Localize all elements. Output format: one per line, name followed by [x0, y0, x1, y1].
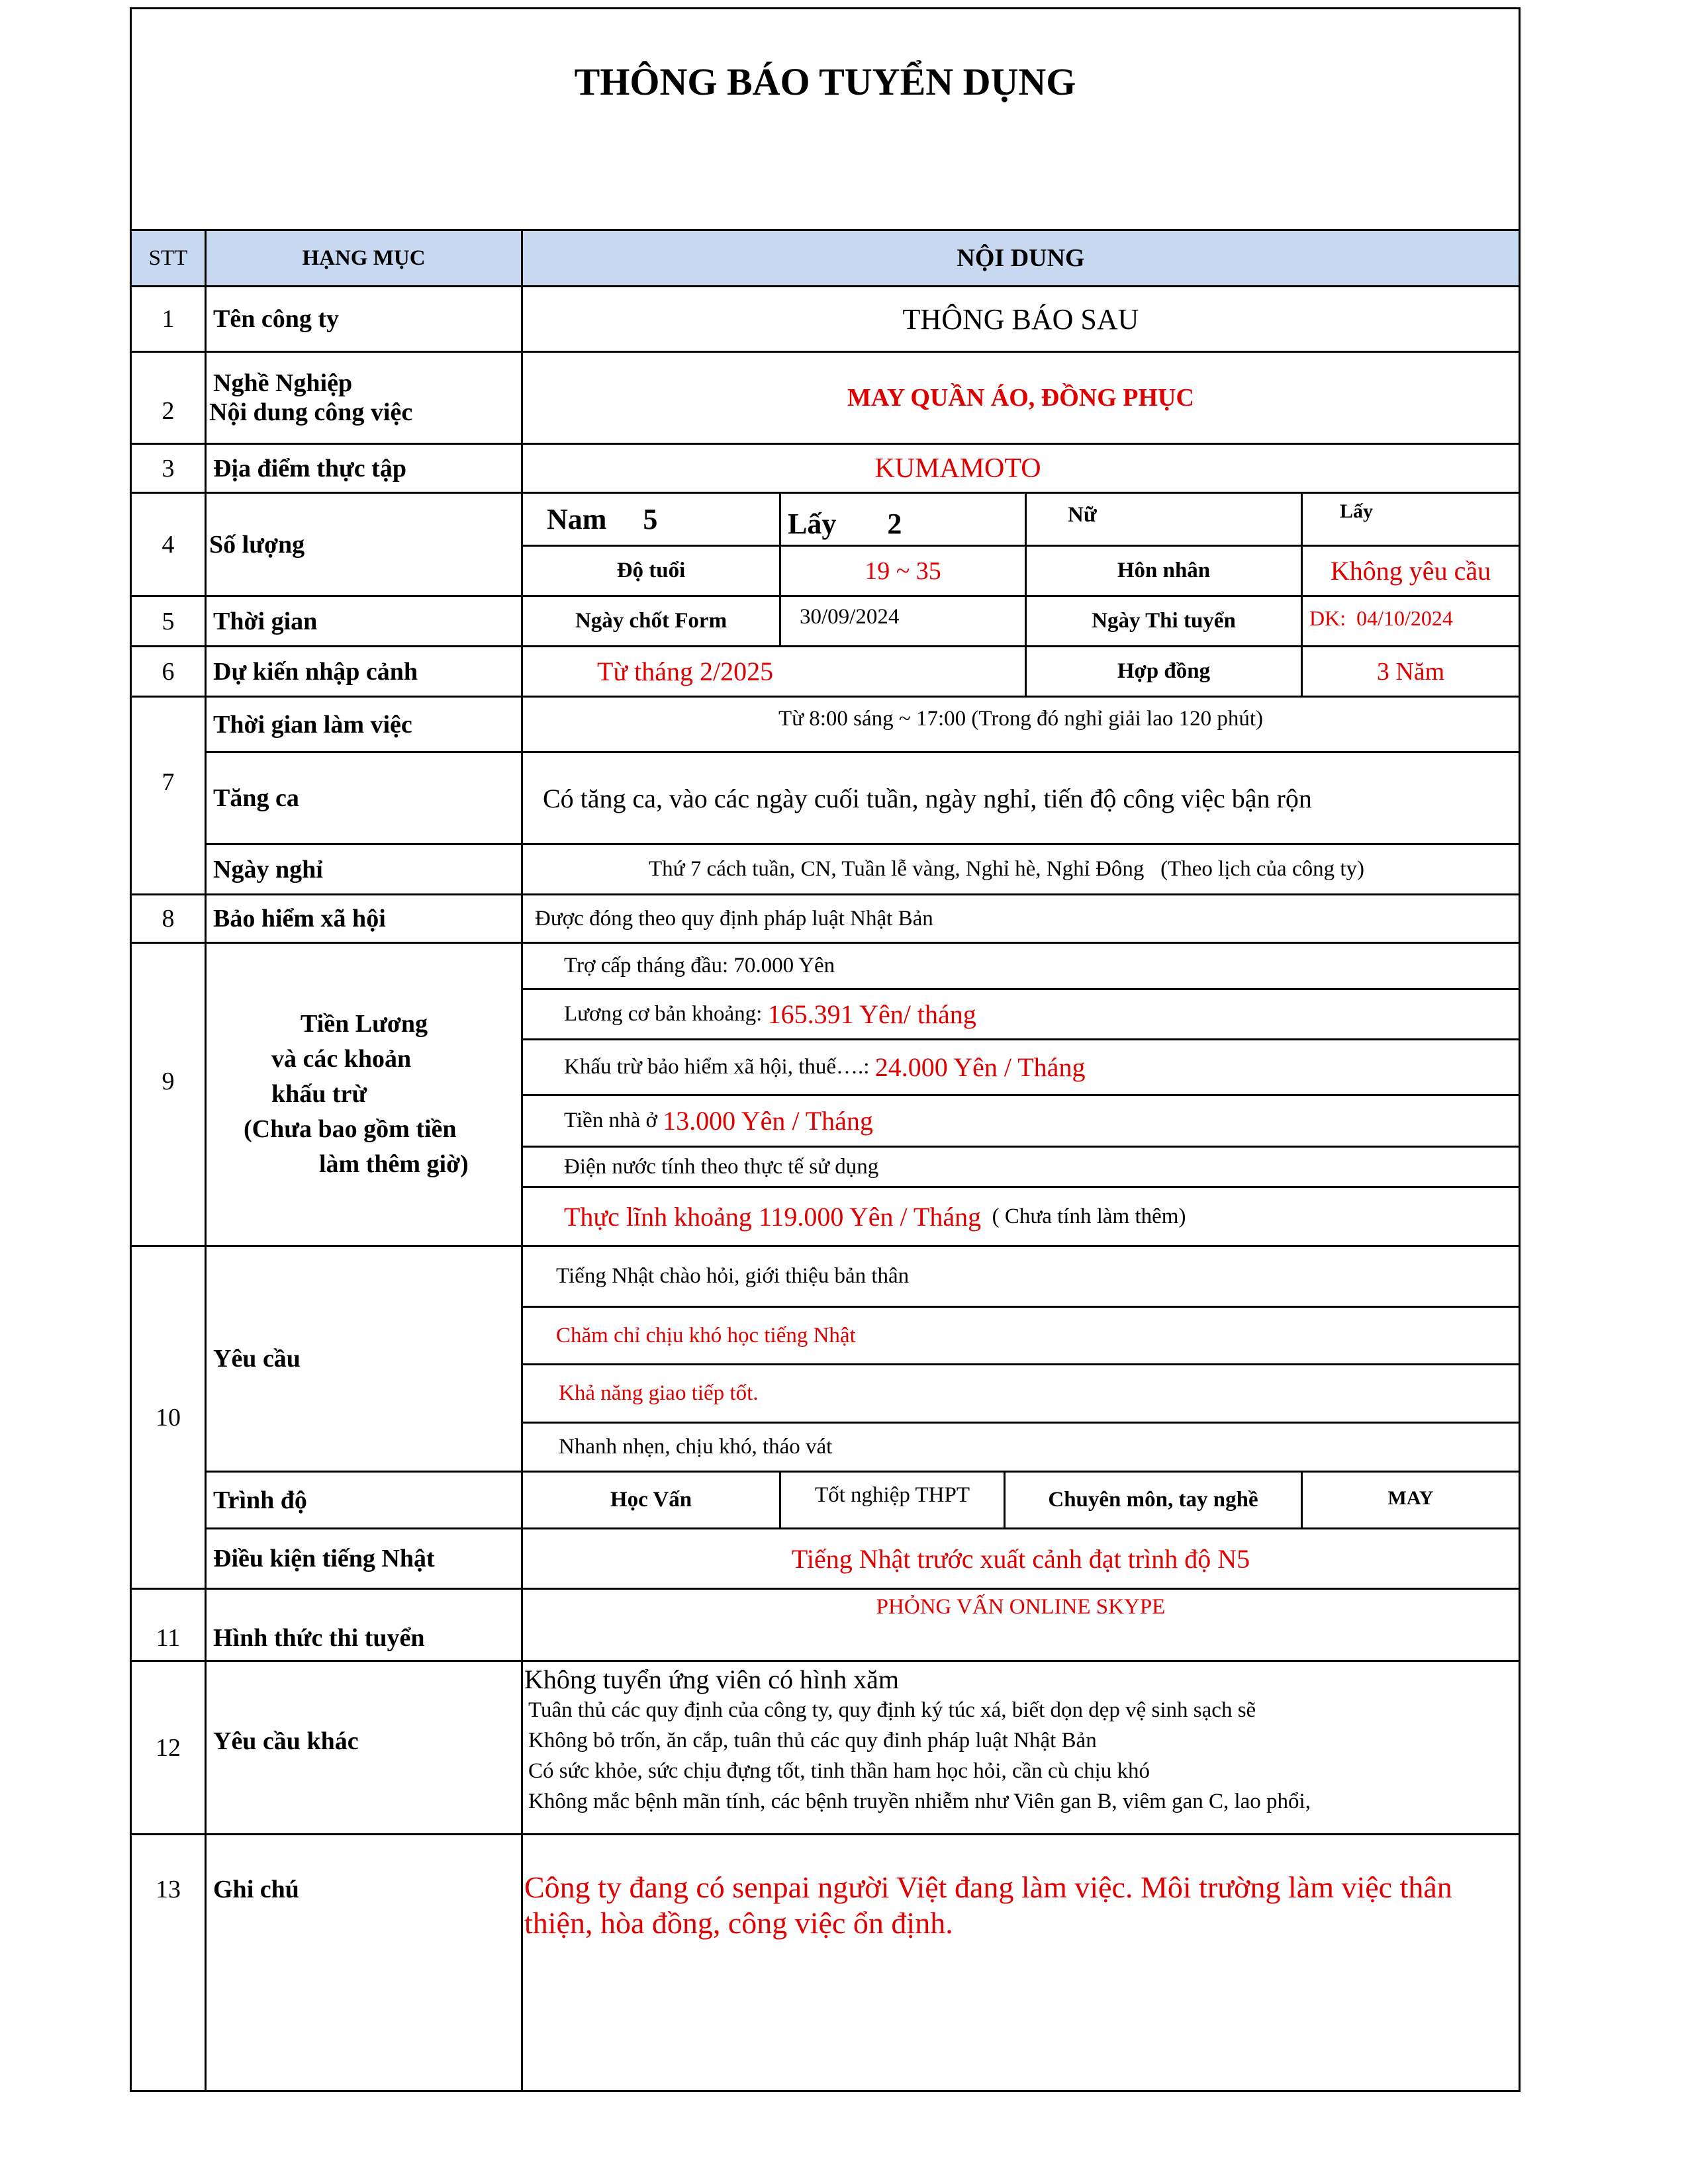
stt-3: 3: [130, 445, 207, 494]
notes-value: Công ty đang có senpai người Việt đang làm việc. Môi trường làm việc thân thiện, hòa đồng, công việc ổn định.: [523, 1835, 1521, 2092]
insurance-value: Được đóng theo quy định pháp luật Nhật Bản: [523, 895, 1521, 944]
working-hours-value: Từ 8:00 sáng ~ 17:00 (Trong đó nghỉ giải lao 120 phút): [523, 698, 1521, 753]
company-value: THÔNG BÁO SAU: [523, 287, 1521, 353]
stt-7: 7: [130, 698, 207, 895]
exam-date-label: Ngày Thi tuyển: [1027, 597, 1303, 647]
education-label: Học Vấn: [523, 1473, 781, 1529]
stt-8: 8: [130, 895, 207, 944]
other-requirement: Không bỏ trốn, ăn cắp, tuân thủ các quy đinh pháp luật Nhật Bản: [528, 1729, 1097, 1752]
header-content: NỘI DUNG: [523, 229, 1521, 287]
housing: [523, 1096, 1521, 1148]
age-value: 19 ~ 35: [781, 547, 1027, 597]
form-deadline-label: Ngày chốt Form: [523, 597, 781, 647]
stt-1: 1: [130, 287, 207, 353]
marital-value: Không yêu cầu: [1303, 547, 1521, 597]
net-salary-note: ( Chưa tính làm thêm): [981, 1204, 1186, 1228]
housing-value: 13.000 Yên / Tháng: [663, 1106, 873, 1136]
other-requirement: Không tuyển ứng viên có hình xăm: [524, 1664, 900, 1694]
header-stt: STT: [130, 229, 207, 287]
overtime-value: Có tăng ca, vào các ngày cuối tuần, ngày nghỉ, tiến độ công việc bận rộn: [523, 753, 1521, 845]
other-requirement: Tuân thủ các quy định của công ty, quy định ký túc xá, biết dọn dẹp vệ sinh sạch sẽ: [528, 1698, 1256, 1722]
stt-13: 13: [130, 1835, 207, 2092]
label-salary-2: và các khoản: [271, 1045, 412, 1073]
deductions: [523, 1040, 1521, 1096]
other-requirements-list: [523, 1662, 1521, 1835]
label-salary-1: Tiền Lương: [301, 1010, 428, 1038]
occupation-value: MAY QUẦN ÁO, ĐỒNG PHỤC: [523, 353, 1521, 445]
label-requirements: Yêu cầu: [207, 1247, 523, 1473]
female-count: Nữ: [1027, 494, 1303, 547]
label-time: Thời gian: [207, 597, 523, 647]
net-salary-value: Thực lĩnh khoảng 119.000 Yên / Tháng: [564, 1201, 982, 1232]
take-male: Lấy 2: [781, 494, 1027, 547]
label-notes: Ghi chú: [207, 1835, 523, 2092]
net-salary: [523, 1188, 1521, 1247]
stt-11: 11: [130, 1590, 207, 1662]
stt-9: 9: [130, 944, 207, 1247]
requirement-4: Nhanh nhẹn, chịu khó, tháo vát: [523, 1424, 1521, 1473]
skill-value: MAY: [1303, 1473, 1521, 1529]
label-japanese-condition: Điều kiện tiếng Nhật: [207, 1529, 523, 1590]
location-value: KUMAMOTO: [523, 445, 1521, 494]
base-salary-value: 165.391 Yên/ tháng: [767, 999, 976, 1029]
label-occupation: [207, 353, 523, 445]
label-exam-format: Hình thức thi tuyển: [207, 1590, 523, 1662]
exam-format-value: PHỎNG VẤN ONLINE SKYPE: [523, 1590, 1521, 1662]
first-month-allowance: Trợ cấp tháng đầu: 70.000 Yên: [523, 944, 1521, 990]
label-other-requirements: Yêu cầu khác: [207, 1662, 523, 1835]
label-company: Tên công ty: [207, 287, 523, 353]
requirement-2: Chăm chỉ chịu khó học tiếng Nhật: [523, 1308, 1521, 1365]
label-salary-4: (Chưa bao gồm tiền: [244, 1115, 457, 1143]
label-salary: [207, 944, 523, 1247]
stt-5: 5: [130, 597, 207, 647]
deductions-value: 24.000 Yên / Tháng: [874, 1052, 1086, 1082]
label-level: Trình độ: [207, 1473, 523, 1529]
label-overtime: Tăng ca: [207, 753, 523, 845]
page-title: THÔNG BÁO TUYỂN DỤNG: [574, 60, 1076, 103]
requirement-3: Khả năng giao tiếp tốt.: [523, 1365, 1521, 1424]
form-deadline-value: 30/09/2024: [781, 597, 1027, 647]
label-working-hours: Thời gian làm việc: [207, 698, 523, 753]
stt-10: 10: [130, 1247, 207, 1590]
age-label: Độ tuổi: [523, 547, 781, 597]
label-location: Địa điểm thực tập: [207, 445, 523, 494]
stt-4: 4: [130, 494, 207, 597]
label-occupation-1: Nghề Nghiệp: [213, 369, 353, 397]
label-holiday: Ngày nghỉ: [207, 845, 523, 895]
requirement-1: Tiếng Nhật chào hỏi, giới thiệu bản thân: [523, 1247, 1521, 1308]
base-salary: [523, 990, 1521, 1040]
male-count: Nam 5: [523, 494, 781, 547]
contract-value: 3 Năm: [1303, 647, 1521, 698]
label-occupation-2: Nội dung công việc: [209, 398, 413, 426]
contract-label: Hợp đồng: [1027, 647, 1303, 698]
utilities: Điện nước tính theo thực tế sử dụng: [523, 1148, 1521, 1188]
header-category: HẠNG MỤC: [207, 229, 523, 287]
label-entry: Dự kiến nhập cảnh: [207, 647, 523, 698]
deductions-label: Khấu trừ bảo hiểm xã hội, thuế….:: [564, 1055, 875, 1079]
label-quantity: Số lượng: [207, 494, 523, 597]
other-requirement: Có sức khỏe, sức chịu đựng tốt, tinh thần ham học hỏi, cần cù chịu khó: [528, 1759, 1150, 1783]
label-salary-3: khấu trừ: [271, 1080, 367, 1108]
housing-label: Tiền nhà ở: [564, 1109, 663, 1132]
education-value: Tốt nghiệp THPT: [781, 1473, 1006, 1529]
other-requirement: Không mắc bệnh mãn tính, các bệnh truyền nhiễm như Viên gan B, viêm gan C, lao phổi,: [528, 1790, 1311, 1813]
japanese-condition-value: Tiếng Nhật trước xuất cảnh đạt trình độ N5: [523, 1529, 1521, 1590]
stt-2: 2: [130, 353, 207, 445]
label-insurance: Bảo hiểm xã hội: [207, 895, 523, 944]
entry-value: Từ tháng 2/2025: [523, 647, 1027, 698]
take-female: Lấy: [1303, 494, 1521, 547]
label-salary-5: làm thêm giờ): [319, 1150, 469, 1178]
skill-label: Chuyên môn, tay nghề: [1006, 1473, 1303, 1529]
marital-label: Hôn nhân: [1027, 547, 1303, 597]
exam-date-value: DK: 04/10/2024: [1303, 597, 1521, 647]
stt-12: 12: [130, 1662, 207, 1835]
stt-6: 6: [130, 647, 207, 698]
base-salary-label: Lương cơ bản khoảng:: [564, 1002, 768, 1026]
holiday-value: Thứ 7 cách tuần, CN, Tuần lễ vàng, Nghỉ hè, Nghỉ Đông (Theo lịch của công ty): [523, 845, 1521, 895]
